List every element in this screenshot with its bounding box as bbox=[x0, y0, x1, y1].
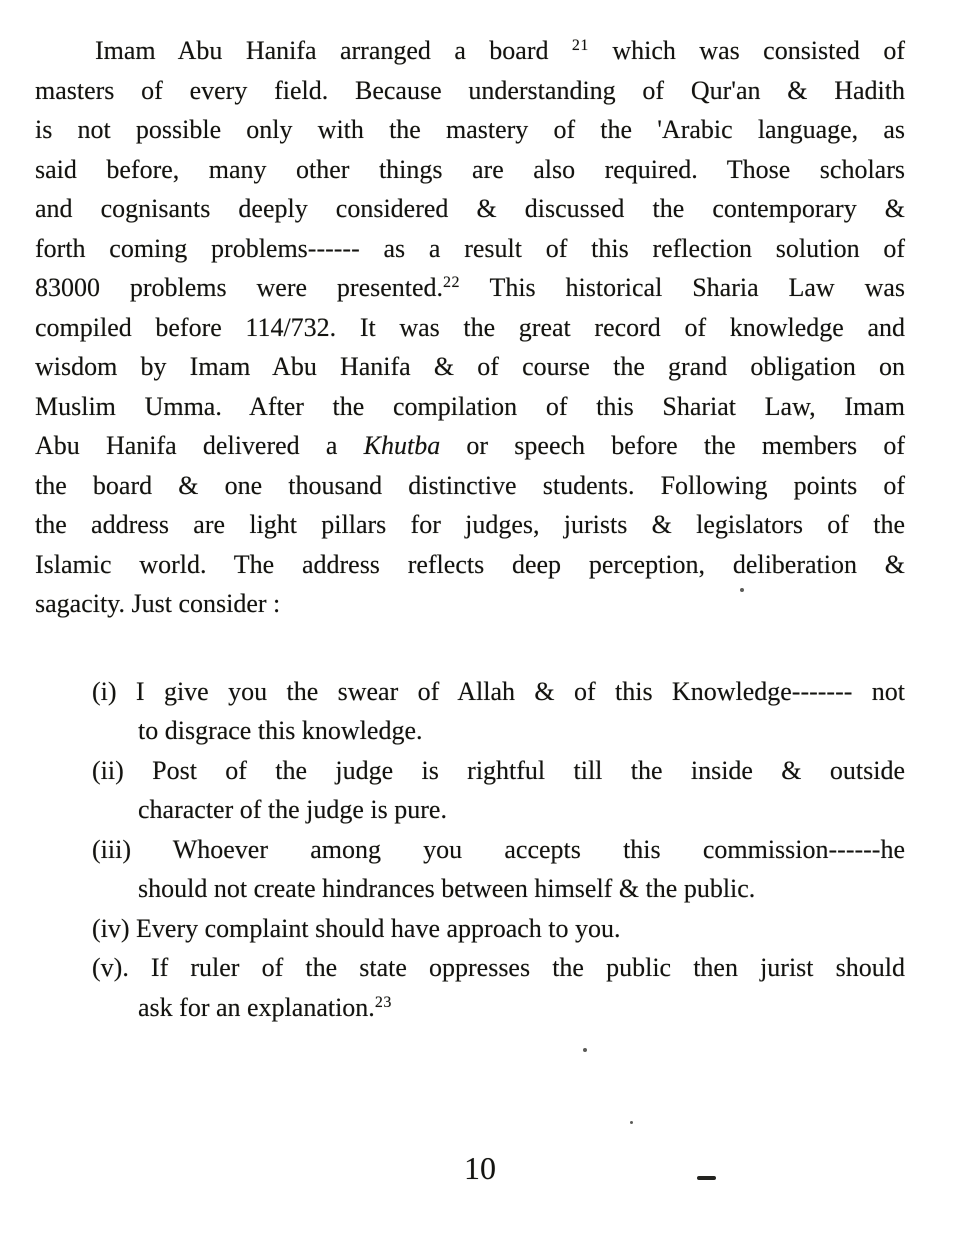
scan-dot-mark bbox=[740, 588, 744, 592]
text-run: masters of every field. Because understanding of Qur'an & Hadith bbox=[35, 75, 905, 105]
paragraph-line bbox=[35, 387, 905, 427]
text-run: Islamic world. The address reflects deep perception, deliberation & bbox=[35, 549, 905, 579]
scan-dash-mark bbox=[697, 1176, 716, 1180]
paragraph-line bbox=[35, 71, 905, 111]
paragraph-line bbox=[35, 189, 905, 229]
paragraph-line bbox=[35, 584, 905, 624]
text-run: Imam Abu Hanifa arranged a board bbox=[95, 36, 572, 65]
list-item bbox=[92, 948, 905, 1027]
list-item bbox=[92, 751, 905, 830]
paragraph-line bbox=[35, 426, 905, 466]
address-points-list bbox=[92, 672, 905, 1028]
text-run: or speech before the members of bbox=[440, 431, 905, 460]
footnote-reference: 22 bbox=[443, 274, 461, 291]
text-run: the address are light pillars for judges, jurists & legislators of the bbox=[35, 510, 905, 539]
list-item-line bbox=[92, 790, 905, 830]
text-run: character of the judge is pure. bbox=[138, 795, 447, 824]
text-run: to disgrace this knowledge. bbox=[138, 716, 423, 745]
text-run: Muslim Umma. After the compilation of this Shariat Law, Imam bbox=[35, 391, 905, 421]
text-run: is not possible only with the mastery of the 'Arabic language, as bbox=[35, 115, 905, 144]
text-run: This historical Sharia Law was bbox=[460, 273, 906, 302]
text-run: compiled before 114/732. It was the great record of knowledge and bbox=[35, 312, 905, 342]
list-item-line bbox=[92, 869, 905, 909]
list-item-line bbox=[92, 751, 905, 791]
list-item bbox=[92, 909, 905, 949]
text-run: (i) I give you the swear of Allah & of this Knowledge------- not bbox=[92, 676, 905, 706]
text-run: sagacity. Just consider : bbox=[35, 589, 281, 618]
text-run: ask for an explanation. bbox=[138, 992, 375, 1022]
text-run: wisdom by Imam Abu Hanifa & of course the grand obligation on bbox=[35, 352, 905, 381]
text-run: 83000 problems were presented. bbox=[35, 273, 444, 302]
paragraph-line bbox=[35, 110, 905, 150]
text-run: the board & one thousand distinctive students. Following points of bbox=[35, 470, 905, 500]
paragraph-line bbox=[35, 308, 905, 348]
text-run: which was consisted of bbox=[588, 36, 905, 65]
list-item-line bbox=[92, 909, 905, 949]
list-item-line bbox=[92, 711, 905, 751]
text-run: and cognisants deeply considered & discussed the contemporary & bbox=[35, 194, 905, 223]
list-item-line bbox=[92, 988, 905, 1028]
scan-dot-mark bbox=[583, 1048, 587, 1052]
text-run: Khutba bbox=[363, 431, 441, 460]
paragraph-line bbox=[35, 347, 905, 387]
paragraph-line bbox=[35, 545, 905, 585]
paragraph-line bbox=[35, 466, 905, 506]
text-run: said before, many other things are also required. Those scholars bbox=[35, 154, 905, 184]
text-run: should not create hindrances between himself & the public. bbox=[138, 874, 756, 903]
page-number: 10 bbox=[464, 1150, 496, 1186]
body-paragraph bbox=[35, 31, 905, 624]
text-run: (ii) Post of the judge is rightful till the inside & outside bbox=[92, 755, 905, 785]
list-item-line bbox=[92, 948, 905, 988]
footnote-reference: 23 bbox=[374, 993, 392, 1011]
list-item bbox=[92, 830, 905, 909]
paragraph-line bbox=[35, 31, 905, 71]
text-run: forth coming problems------ as a result of this reflection solution of bbox=[35, 233, 905, 263]
list-item bbox=[92, 672, 905, 751]
paragraph-line bbox=[35, 229, 905, 269]
text-run: Abu Hanifa delivered a bbox=[35, 431, 364, 460]
scan-dot-mark bbox=[630, 1121, 633, 1124]
list-item-line bbox=[92, 672, 905, 712]
text-run: (iv) Every complaint should have approach to you. bbox=[92, 913, 621, 943]
paragraph-line bbox=[35, 268, 905, 308]
paragraph-line bbox=[35, 150, 905, 190]
text-run: (v). If ruler of the state oppresses the public then jurist should bbox=[92, 953, 905, 982]
list-item-line bbox=[92, 830, 905, 870]
paragraph-line bbox=[35, 505, 905, 545]
footnote-reference: 21 bbox=[571, 37, 589, 54]
text-run: (iii) Whoever among you accepts this commission------he bbox=[92, 834, 905, 864]
